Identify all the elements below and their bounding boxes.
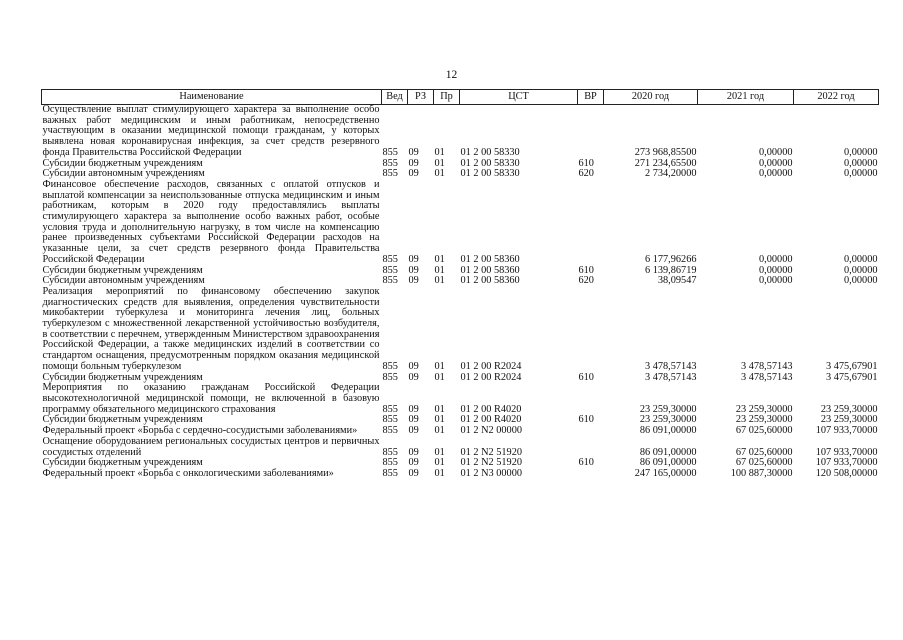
row-pr: 01 [434,425,445,437]
row-rz: 09 [408,446,419,458]
row-cst: 01 2 00 58330 [460,157,520,169]
row-ved: 855 [382,425,398,437]
row-pr: 01 [434,157,445,169]
row-2021: 0,00000 [759,275,793,287]
row-name: Субсидии бюджетным учреждениям [42,371,203,383]
row-cst: 01 2 N2 00000 [460,425,522,437]
row-pr: 01 [434,264,445,276]
row-2020: 23 259,30000 [639,403,697,415]
row-2022: 0,00000 [844,253,878,265]
row-ved: 855 [382,168,398,180]
row-2021: 23 259,30000 [735,403,793,415]
row-ved: 855 [382,446,398,458]
row-cst: 01 2 00 58360 [460,275,520,287]
header-vr: ВР [578,90,604,105]
row-2020: 6 177,96266 [645,253,697,265]
row-2022: 0,00000 [844,146,878,158]
row-rz: 09 [408,360,419,372]
row-rz: 09 [408,275,419,287]
row-name: Федеральный проект «Борьба с онкологическими заболеваниями» [42,467,334,479]
row-2020: 38,09547 [657,275,697,287]
row-2020: 86 091,00000 [639,425,697,437]
row-vr [578,180,604,266]
row-2022: 0,00000 [844,264,878,276]
row-pr: 01 [434,146,445,158]
row-name: Мероприятия по оказанию гражданам Российской Федерации высокотехнологичной медицинской помощи, не включенной в базовую программу обязательного медицинского страхования [42,382,380,415]
row-rz: 09 [408,146,419,158]
row-cst: 01 2 N2 51920 [460,446,522,458]
budget-table [41,89,879,480]
header-2022: 2022 год [794,90,879,105]
row-vr: 620 [578,168,594,180]
row-name: Субсидии бюджетным учреждениям [42,457,203,469]
row-2021: 23 259,30000 [735,414,793,426]
row-rz: 09 [408,425,419,437]
row-rz: 09 [408,168,419,180]
row-2020: 271 234,65500 [634,157,697,169]
row-ved: 855 [382,403,398,415]
row-ved: 855 [382,264,398,276]
row-rz: 09 [408,467,419,479]
row-pr: 01 [434,168,445,180]
row-name: Субсидии бюджетным учреждениям [42,157,203,169]
row-2022: 3 475,67901 [826,371,878,383]
row-name: Субсидии автономным учреждениям [42,275,205,287]
row-2022: 107 933,70000 [815,425,878,437]
row-pr: 01 [434,275,445,287]
row-ved: 855 [382,275,398,287]
row-cst: 01 2 00 58360 [460,253,520,265]
header-2020: 2020 год [604,90,698,105]
table-body [42,105,879,480]
row-vr: 610 [578,264,594,276]
row-2021: 0,00000 [759,146,793,158]
row-pr: 01 [434,360,445,372]
row-2020: 2 734,20000 [645,168,697,180]
row-2021: 3 478,57143 [741,371,793,383]
row-vr [578,437,604,458]
row-2021: 0,00000 [759,264,793,276]
row-pr: 01 [434,253,445,265]
row-cst: 01 2 00 58360 [460,264,520,276]
row-ved: 855 [382,360,398,372]
row-ved: 855 [382,253,398,265]
row-name: Оснащение оборудованием региональных сосудистых центров и первичных сосудистых отделений [42,435,380,458]
row-2020: 273 968,85500 [634,146,697,158]
header-pr: Пр [434,90,460,105]
row-2020: 86 091,00000 [639,457,697,469]
header-cst: ЦСТ [460,90,578,105]
row-2022: 23 259,30000 [820,414,878,426]
row-2020: 23 259,30000 [639,414,697,426]
row-name: Финансовое обеспечение расходов, связанных с оплатой отпусков и выплатой компенсации за неиспользованные отпуска медицинским и иным работникам, которым в 2020 году предоставлялись выплаты стимулирующего характера за выполнение особо важных работ, особые условия труда и дополнительную нагрузку, в том числе на компенсацию ранее произведенных субъектами Российской Федерации расходов на указанные цели, за счет средств резервного фонда Правительства Российской Федерации [42,178,380,265]
row-cst: 01 2 N2 51920 [460,457,522,469]
row-cst: 01 2 N3 00000 [460,467,522,479]
row-vr: 610 [578,457,594,469]
row-cst: 01 2 00 58330 [460,146,520,158]
row-ved: 855 [382,457,398,469]
row-vr [578,105,604,159]
row-2021: 67 025,60000 [735,457,793,469]
row-2022: 0,00000 [844,157,878,169]
row-pr: 01 [434,467,445,479]
row-rz: 09 [408,371,419,383]
row-2022: 0,00000 [844,275,878,287]
row-cst: 01 2 00 R4020 [460,403,522,415]
table-row [42,105,879,159]
row-vr [578,287,604,373]
row-rz: 09 [408,414,419,426]
row-2020: 86 091,00000 [639,446,697,458]
row-2020: 3 478,57143 [645,371,697,383]
row-cst: 01 2 00 58330 [460,168,520,180]
header-rz: РЗ [408,90,434,105]
row-2022: 120 508,00000 [815,467,878,479]
row-vr [578,383,604,415]
row-name: Субсидии бюджетным учреждениям [42,414,203,426]
table-row [42,287,879,373]
row-name: Федеральный проект «Борьба с сердечно-сосудистыми заболеваниями» [42,425,358,437]
row-pr: 01 [434,414,445,426]
row-2020: 247 165,00000 [634,467,697,479]
row-name: Реализация мероприятий по финансовому обеспечению закупок диагностических средств для выявления, определения чувствительности микобактерии туберкулеза и мониторинга лечения лиц, больных туберкулезом с множественной лекарственной устойчивостью возбудителя, в соответствии с перечнем, утвержденным Министерством здравоохранения Российской Федерации, а также медицинских изделий в соответствии со стандартом оснащения, предусмотренным порядком оказания медицинской помощи больным туберкулезом [42,285,380,372]
row-2021: 67 025,60000 [735,446,793,458]
row-ved: 855 [382,371,398,383]
row-vr [578,426,604,437]
row-cst: 01 2 00 R2024 [460,360,522,372]
row-2021: 0,00000 [759,253,793,265]
row-2021: 0,00000 [759,168,793,180]
row-name: Осуществление выплат стимулирующего характера за выполнение особо важных работ медицинским и иным работникам, непосредственно участвующим в оказании медицинской помощи гражданам, у которых выявлена новая коронавирусная инфекция, за счет средств резервного фонда Правительства Российской Федерации [42,104,380,158]
row-name: Субсидии автономным учреждениям [42,168,205,180]
row-2022: 107 933,70000 [815,446,878,458]
row-rz: 09 [408,457,419,469]
header-name: Наименование [42,90,382,105]
table-row [42,469,879,480]
row-2020: 6 139,86719 [645,264,697,276]
row-2022: 107 933,70000 [815,457,878,469]
row-vr [578,469,604,480]
row-ved: 855 [382,467,398,479]
table-header-row [42,90,879,105]
row-pr: 01 [434,457,445,469]
row-2020: 3 478,57143 [645,360,697,372]
row-rz: 09 [408,253,419,265]
row-vr: 610 [578,157,594,169]
row-pr: 01 [434,403,445,415]
table-row [42,437,879,458]
row-ved: 855 [382,414,398,426]
row-ved: 855 [382,157,398,169]
row-rz: 09 [408,264,419,276]
row-cst: 01 2 00 R4020 [460,414,522,426]
row-2021: 100 887,30000 [730,467,793,479]
row-rz: 09 [408,157,419,169]
row-rz: 09 [408,403,419,415]
table-row [42,383,879,415]
row-pr: 01 [434,446,445,458]
row-name: Субсидии бюджетным учреждениям [42,264,203,276]
row-ved: 855 [382,146,398,158]
row-vr: 610 [578,371,594,383]
table-row [42,180,879,266]
page-number: 12 [445,69,458,81]
header-ved: Вед [382,90,408,105]
row-pr: 01 [434,371,445,383]
row-2022: 3 475,67901 [826,360,878,372]
row-2022: 0,00000 [844,168,878,180]
row-2022: 23 259,30000 [820,403,878,415]
row-vr: 620 [578,275,594,287]
row-2021: 67 025,60000 [735,425,793,437]
header-2021: 2021 год [698,90,794,105]
row-vr: 610 [578,414,594,426]
row-2021: 0,00000 [759,157,793,169]
row-2021: 3 478,57143 [741,360,793,372]
row-cst: 01 2 00 R2024 [460,371,522,383]
